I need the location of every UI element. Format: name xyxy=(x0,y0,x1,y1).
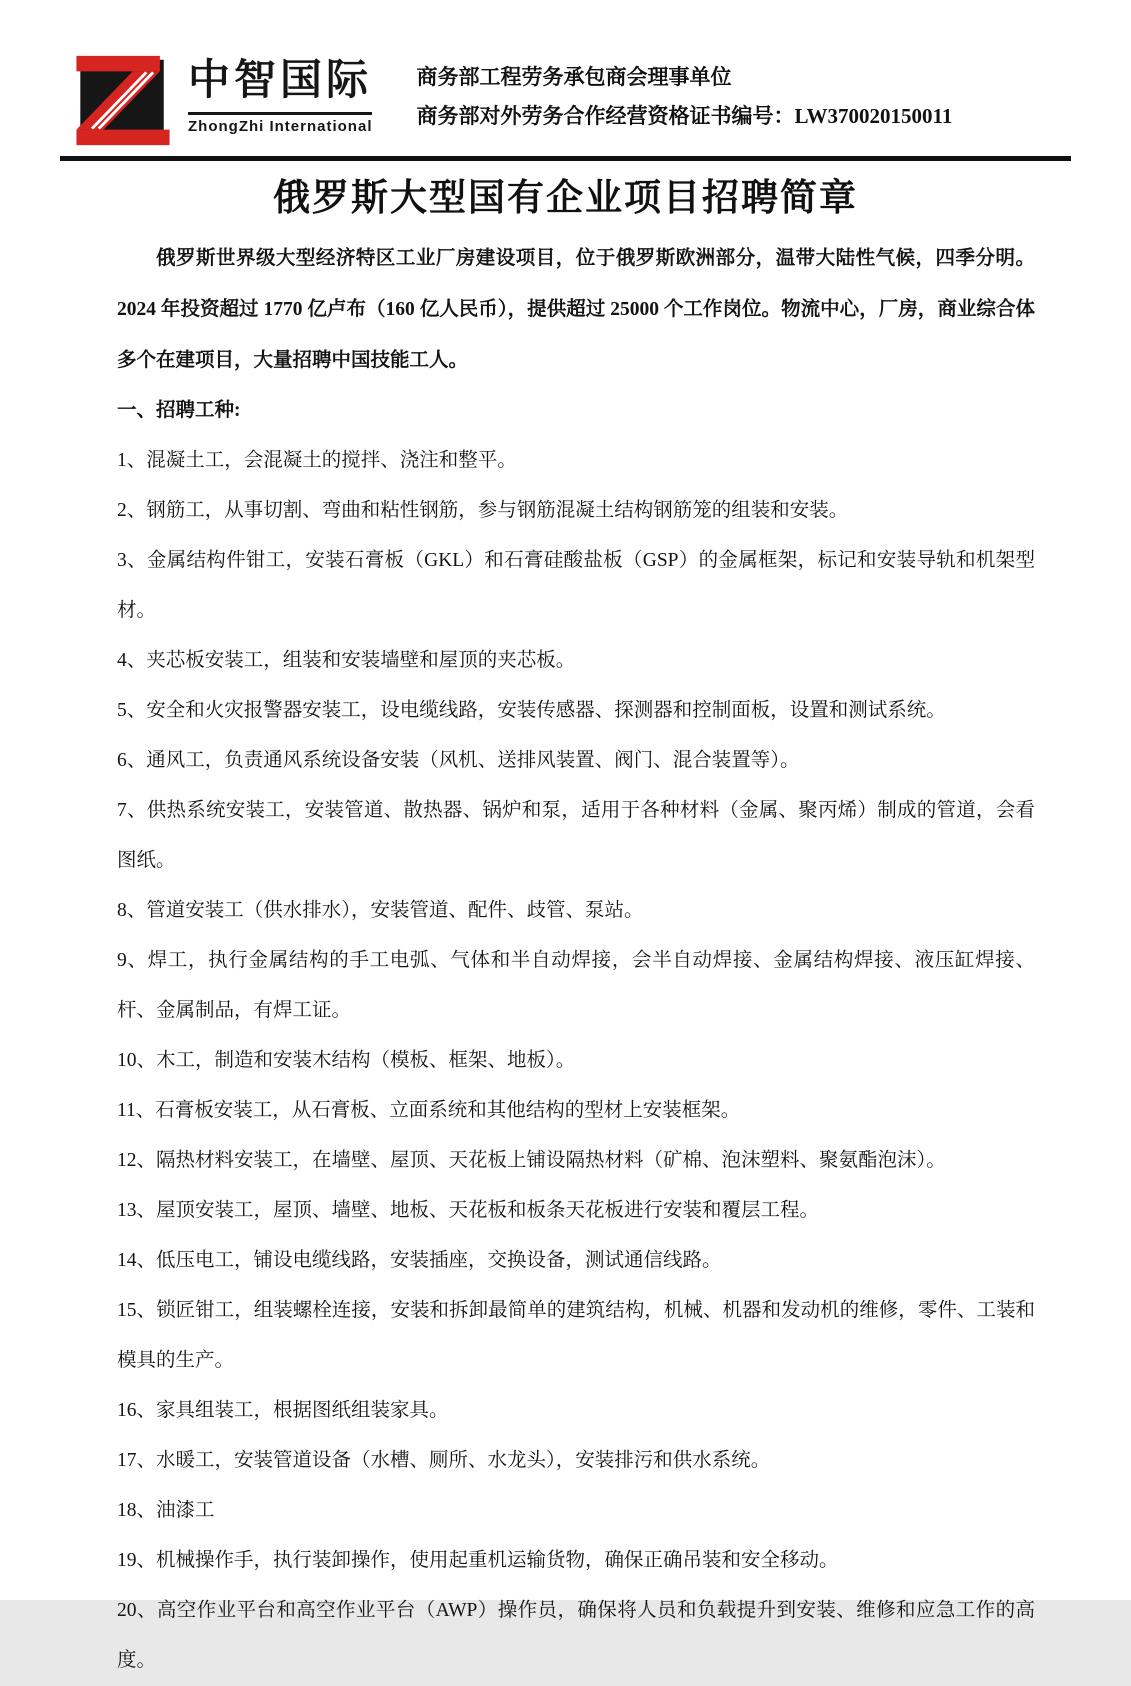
credential-line-2: 商务部对外劳务合作经营资格证书编号：LW370020150011 xyxy=(416,104,953,128)
job-item: 4、夹芯板安装工，组装和安装墙壁和屋顶的夹芯板。 xyxy=(117,650,576,671)
brand-name: 中智国际 xyxy=(188,56,373,103)
job-item: 7、供热系统安装工，安装管道、散热器、锅炉和泵，适用于各种材料（金属、聚丙烯）制成的管道，会看图纸。 xyxy=(117,800,1035,871)
brand-underline xyxy=(188,112,372,115)
job-item: 3、金属结构件钳工，安装石膏板（GKL）和石膏硅酸盐板（GSP）的金属框架，标记和安装导轨和机架型材。 xyxy=(117,550,1035,621)
logo-z-icon xyxy=(72,52,174,149)
brand-subtitle: ZhongZhi International xyxy=(188,118,373,135)
section-heading: 一、招聘工种: xyxy=(117,400,241,421)
job-item: 13、屋顶安装工，屋顶、墙壁、地板、天花板和板条天花板进行安装和覆层工程。 xyxy=(117,1200,820,1221)
credential-line-1: 商务部工程劳务承包商会理事单位 xyxy=(416,65,732,89)
job-item: 19、机械操作手，执行装卸操作，使用起重机运输货物，确保正确吊装和安全移动。 xyxy=(117,1550,839,1571)
document-body xyxy=(117,233,1035,1686)
job-item: 8、管道安装工（供水排水），安装管道、配件、歧管、泵站。 xyxy=(117,900,644,921)
job-item: 16、家具组装工，根据图纸组装家具。 xyxy=(117,1400,449,1421)
job-item: 5、安全和火灾报警器安装工，设电缆线路，安装传感器、探测器和控制面板，设置和测试系统。 xyxy=(117,700,946,721)
job-item: 15、锁匠钳工，组装螺栓连接，安装和拆卸最简单的建筑结构，机械、机器和发动机的维修，零件、工装和模具的生产。 xyxy=(117,1300,1035,1371)
page-title: 俄罗斯大型国有企业项目招聘简章 xyxy=(273,178,858,219)
intro-paragraph: 俄罗斯世界级大型经济特区工业厂房建设项目，位于俄罗斯欧洲部分，温带大陆性气候，四季分明。2024 年投资超过 1770 亿卢布（160 亿人民币），提供超过 25000 个工作岗位。物流中心，厂房，商业综合体多个在建项目，大量招聘中国技能工人。 xyxy=(117,248,1035,371)
credentials-block xyxy=(416,52,952,136)
brand-block xyxy=(188,52,372,135)
job-item: 17、水暖工，安装管道设备（水槽、厕所、水龙头），安装排污和供水系统。 xyxy=(117,1450,771,1471)
job-item: 10、木工，制造和安装木结构（模板、框架、地板）。 xyxy=(117,1050,576,1071)
job-item: 6、通风工，负责通风系统设备安装（风机、送排风装置、阀门、混合装置等）。 xyxy=(117,750,800,771)
header xyxy=(0,0,1131,149)
job-item: 20、高空作业平台和高空作业平台（AWP）操作员，确保将人员和负载提升到安装、维修和应急工作的高度。 xyxy=(117,1600,1035,1671)
job-item: 14、低压电工，铺设电缆线路，安装插座，交换设备，测试通信线路。 xyxy=(117,1250,722,1271)
job-item: 12、隔热材料安装工，在墙壁、屋顶、天花板上铺设隔热材料（矿棉、泡沫塑料、聚氨酯泡沫）。 xyxy=(117,1150,946,1171)
job-item: 11、石膏板安装工，从石膏板、立面系统和其他结构的型材上安装框架。 xyxy=(117,1100,741,1121)
job-item: 2、钢筋工，从事切割、弯曲和粘性钢筋，参与钢筋混凝土结构钢筋笼的组装和安装。 xyxy=(117,500,849,521)
job-item: 18、油漆工 xyxy=(117,1500,215,1521)
header-divider xyxy=(60,156,1071,161)
job-item: 1、混凝土工，会混凝土的搅拌、浇注和整平。 xyxy=(117,450,517,471)
job-item: 9、焊工，执行金属结构的手工电弧、气体和半自动焊接，会半自动焊接、金属结构焊接、液压缸焊接、杆、金属制品，有焊工证。 xyxy=(117,950,1035,1021)
